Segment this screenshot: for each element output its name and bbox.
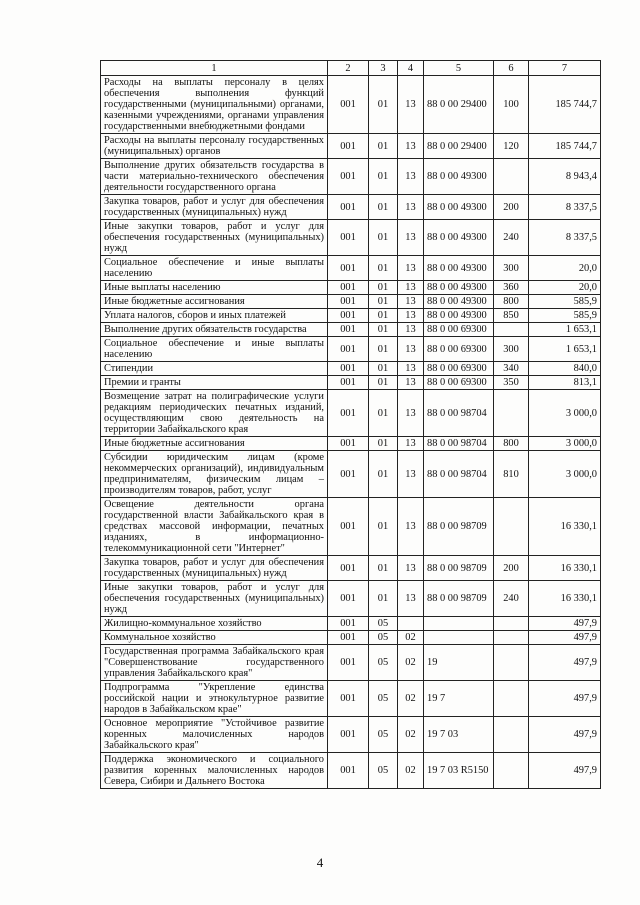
row-csr-cell: 88 0 00 49300 (424, 281, 494, 295)
row-pr-cell: 13 (398, 323, 424, 337)
row-csr-cell: 88 0 00 49300 (424, 159, 494, 195)
row-sum-cell: 497,9 (529, 717, 601, 753)
row-vr-cell (494, 717, 529, 753)
row-csr-cell: 88 0 00 98704 (424, 437, 494, 451)
header-cell-ved: 2 (328, 61, 369, 76)
table-row (101, 645, 601, 681)
row-csr-cell: 88 0 00 98709 (424, 556, 494, 581)
row-sum-cell: 16 330,1 (529, 498, 601, 556)
row-pr-cell: 13 (398, 376, 424, 390)
row-ved-cell: 001 (328, 498, 369, 556)
table-row (101, 220, 601, 256)
row-ved-cell: 001 (328, 717, 369, 753)
row-sum-cell: 16 330,1 (529, 581, 601, 617)
row-csr-cell: 88 0 00 98704 (424, 451, 494, 498)
row-name-cell: Закупка товаров, работ и услуг для обеспечения государственных (муниципальных) нужд (101, 195, 328, 220)
row-rz-cell: 01 (369, 451, 398, 498)
row-sum-cell: 585,9 (529, 309, 601, 323)
row-rz-cell: 01 (369, 376, 398, 390)
row-pr-cell: 13 (398, 220, 424, 256)
row-rz-cell: 01 (369, 581, 398, 617)
row-ved-cell: 001 (328, 337, 369, 362)
row-name-cell: Освещение деятельности органа государственной власти Забайкальского края в средствах массовой информации, печатных изданиях, в информационно-телекоммуникационной сети "Интернет" (101, 498, 328, 556)
row-pr-cell: 13 (398, 556, 424, 581)
table-row (101, 631, 601, 645)
row-rz-cell: 01 (369, 195, 398, 220)
row-name-cell: Иные закупки товаров, работ и услуг для обеспечения государственных (муниципальных) нужд (101, 581, 328, 617)
row-sum-cell: 497,9 (529, 617, 601, 631)
row-ved-cell: 001 (328, 256, 369, 281)
row-csr-cell: 88 0 00 29400 (424, 134, 494, 159)
row-csr-cell: 88 0 00 49300 (424, 256, 494, 281)
row-name-cell: Премии и гранты (101, 376, 328, 390)
row-name-cell: Основное мероприятие "Устойчивое развитие коренных малочисленных народов Забайкальского края" (101, 717, 328, 753)
row-sum-cell: 1 653,1 (529, 323, 601, 337)
row-name-cell: Иные бюджетные ассигнования (101, 437, 328, 451)
row-ved-cell: 001 (328, 390, 369, 437)
row-vr-cell: 340 (494, 362, 529, 376)
row-name-cell: Закупка товаров, работ и услуг для обеспечения государственных (муниципальных) нужд (101, 556, 328, 581)
row-csr-cell: 88 0 00 69300 (424, 376, 494, 390)
row-vr-cell: 200 (494, 556, 529, 581)
table-row (101, 376, 601, 390)
row-csr-cell (424, 617, 494, 631)
header-cell-rz: 3 (369, 61, 398, 76)
row-pr-cell: 02 (398, 681, 424, 717)
header-cell-pr: 4 (398, 61, 424, 76)
row-sum-cell: 185 744,7 (529, 76, 601, 134)
row-sum-cell: 185 744,7 (529, 134, 601, 159)
row-sum-cell: 8 337,5 (529, 220, 601, 256)
row-rz-cell: 01 (369, 256, 398, 281)
row-name-cell: Расходы на выплаты персоналу государственных (муниципальных) органов (101, 134, 328, 159)
table-row (101, 498, 601, 556)
table-row (101, 256, 601, 281)
row-sum-cell: 497,9 (529, 645, 601, 681)
row-sum-cell: 3 000,0 (529, 390, 601, 437)
row-vr-cell: 300 (494, 337, 529, 362)
row-csr-cell: 88 0 00 98709 (424, 498, 494, 556)
row-csr-cell: 88 0 00 49300 (424, 309, 494, 323)
row-vr-cell: 300 (494, 256, 529, 281)
row-name-cell: Иные бюджетные ассигнования (101, 295, 328, 309)
row-name-cell: Уплата налогов, сборов и иных платежей (101, 309, 328, 323)
table-row (101, 134, 601, 159)
row-ved-cell: 001 (328, 581, 369, 617)
row-csr-cell: 88 0 00 69300 (424, 337, 494, 362)
row-name-cell: Государственная программа Забайкальского края "Совершенствование государственного управления Забайкальского края" (101, 645, 328, 681)
row-rz-cell: 01 (369, 437, 398, 451)
row-vr-cell: 350 (494, 376, 529, 390)
row-rz-cell: 05 (369, 753, 398, 789)
row-name-cell: Жилищно-коммунальное хозяйство (101, 617, 328, 631)
row-pr-cell: 13 (398, 390, 424, 437)
table-header (101, 61, 601, 76)
budget-table (100, 60, 601, 789)
row-vr-cell: 800 (494, 295, 529, 309)
row-sum-cell: 20,0 (529, 256, 601, 281)
row-ved-cell: 001 (328, 195, 369, 220)
row-pr-cell: 13 (398, 437, 424, 451)
table-row (101, 581, 601, 617)
row-ved-cell: 001 (328, 362, 369, 376)
row-vr-cell: 240 (494, 220, 529, 256)
row-vr-cell (494, 681, 529, 717)
header-cell-name: 1 (101, 61, 328, 76)
row-rz-cell: 01 (369, 362, 398, 376)
table-row (101, 337, 601, 362)
table-row (101, 437, 601, 451)
table-row (101, 556, 601, 581)
row-pr-cell: 13 (398, 309, 424, 323)
table-row (101, 617, 601, 631)
row-rz-cell: 05 (369, 645, 398, 681)
row-ved-cell: 001 (328, 645, 369, 681)
row-ved-cell: 001 (328, 134, 369, 159)
row-rz-cell: 01 (369, 323, 398, 337)
row-pr-cell: 13 (398, 337, 424, 362)
row-rz-cell: 05 (369, 717, 398, 753)
row-vr-cell (494, 323, 529, 337)
row-ved-cell: 001 (328, 323, 369, 337)
row-pr-cell: 13 (398, 256, 424, 281)
row-ved-cell: 001 (328, 631, 369, 645)
row-ved-cell: 001 (328, 753, 369, 789)
row-name-cell: Расходы на выплаты персоналу в целях обеспечения выполнения функций государственными (муниципальными) органами, казенными учреждениями, органами управления государственными внебюджетными фондами (101, 76, 328, 134)
row-ved-cell: 001 (328, 309, 369, 323)
row-sum-cell: 3 000,0 (529, 437, 601, 451)
row-vr-cell (494, 631, 529, 645)
row-csr-cell: 19 7 (424, 681, 494, 717)
row-name-cell: Выполнение других обязательств государства (101, 323, 328, 337)
row-rz-cell: 01 (369, 134, 398, 159)
row-csr-cell: 19 (424, 645, 494, 681)
table-row (101, 159, 601, 195)
row-ved-cell: 001 (328, 437, 369, 451)
row-rz-cell: 01 (369, 337, 398, 362)
row-csr-cell (424, 631, 494, 645)
row-name-cell: Поддержка экономического и социального развития коренных малочисленных народов Севера, Сибири и Дальнего Востока (101, 753, 328, 789)
row-name-cell: Стипендии (101, 362, 328, 376)
table-row (101, 717, 601, 753)
row-rz-cell: 05 (369, 681, 398, 717)
table-row (101, 681, 601, 717)
row-name-cell: Социальное обеспечение и иные выплаты населению (101, 256, 328, 281)
row-name-cell: Иные выплаты населению (101, 281, 328, 295)
row-csr-cell: 88 0 00 49300 (424, 295, 494, 309)
table-row (101, 309, 601, 323)
row-pr-cell: 02 (398, 717, 424, 753)
row-vr-cell: 240 (494, 581, 529, 617)
table-body (101, 76, 601, 789)
row-csr-cell: 88 0 00 98709 (424, 581, 494, 617)
row-vr-cell: 360 (494, 281, 529, 295)
header-cell-csr: 5 (424, 61, 494, 76)
row-ved-cell: 001 (328, 159, 369, 195)
table-row (101, 295, 601, 309)
row-rz-cell: 05 (369, 631, 398, 645)
header-cell-vr: 6 (494, 61, 529, 76)
row-pr-cell (398, 617, 424, 631)
row-vr-cell (494, 390, 529, 437)
row-sum-cell: 1 653,1 (529, 337, 601, 362)
row-pr-cell: 13 (398, 362, 424, 376)
row-rz-cell: 01 (369, 498, 398, 556)
row-pr-cell: 13 (398, 451, 424, 498)
page-number: 4 (316, 855, 324, 870)
row-ved-cell: 001 (328, 451, 369, 498)
row-ved-cell: 001 (328, 220, 369, 256)
row-ved-cell: 001 (328, 295, 369, 309)
row-csr-cell: 88 0 00 69300 (424, 362, 494, 376)
table-row (101, 281, 601, 295)
row-pr-cell: 13 (398, 195, 424, 220)
row-rz-cell: 01 (369, 159, 398, 195)
row-sum-cell: 20,0 (529, 281, 601, 295)
row-rz-cell: 01 (369, 390, 398, 437)
row-sum-cell: 840,0 (529, 362, 601, 376)
row-pr-cell: 13 (398, 581, 424, 617)
row-sum-cell: 497,9 (529, 681, 601, 717)
row-csr-cell: 88 0 00 49300 (424, 195, 494, 220)
row-ved-cell: 001 (328, 681, 369, 717)
row-name-cell: Иные закупки товаров, работ и услуг для обеспечения государственных (муниципальных) нужд (101, 220, 328, 256)
row-vr-cell (494, 617, 529, 631)
row-vr-cell (494, 159, 529, 195)
table-row (101, 753, 601, 789)
table-row (101, 451, 601, 498)
row-pr-cell: 02 (398, 631, 424, 645)
row-sum-cell: 585,9 (529, 295, 601, 309)
row-rz-cell: 01 (369, 281, 398, 295)
row-name-cell: Коммунальное хозяйство (101, 631, 328, 645)
row-rz-cell: 01 (369, 220, 398, 256)
row-pr-cell: 02 (398, 753, 424, 789)
row-ved-cell: 001 (328, 76, 369, 134)
row-rz-cell: 01 (369, 295, 398, 309)
row-csr-cell: 88 0 00 29400 (424, 76, 494, 134)
row-vr-cell (494, 498, 529, 556)
table-row (101, 362, 601, 376)
row-name-cell: Выполнение других обязательств государства в части материально-технического обеспечения деятельности государственного органа (101, 159, 328, 195)
row-ved-cell: 001 (328, 617, 369, 631)
row-sum-cell: 3 000,0 (529, 451, 601, 498)
row-vr-cell: 800 (494, 437, 529, 451)
row-vr-cell (494, 645, 529, 681)
row-pr-cell: 13 (398, 281, 424, 295)
header-cell-sum: 7 (529, 61, 601, 76)
row-rz-cell: 01 (369, 76, 398, 134)
row-pr-cell: 13 (398, 134, 424, 159)
row-rz-cell: 01 (369, 556, 398, 581)
table-row (101, 323, 601, 337)
row-sum-cell: 497,9 (529, 753, 601, 789)
row-csr-cell: 88 0 00 69300 (424, 323, 494, 337)
row-name-cell: Возмещение затрат на полиграфические услуги редакциям периодических печатных изданий, осуществляющим свою деятельность на территории Забайкальского края (101, 390, 328, 437)
row-sum-cell: 813,1 (529, 376, 601, 390)
row-pr-cell: 13 (398, 295, 424, 309)
row-pr-cell: 02 (398, 645, 424, 681)
row-pr-cell: 13 (398, 76, 424, 134)
row-name-cell: Социальное обеспечение и иные выплаты населению (101, 337, 328, 362)
row-vr-cell: 810 (494, 451, 529, 498)
row-csr-cell: 19 7 03 R5150 (424, 753, 494, 789)
row-rz-cell: 01 (369, 309, 398, 323)
row-vr-cell (494, 753, 529, 789)
table-row (101, 195, 601, 220)
row-sum-cell: 16 330,1 (529, 556, 601, 581)
row-sum-cell: 8 337,5 (529, 195, 601, 220)
row-vr-cell: 200 (494, 195, 529, 220)
row-vr-cell: 120 (494, 134, 529, 159)
row-pr-cell: 13 (398, 159, 424, 195)
row-ved-cell: 001 (328, 281, 369, 295)
row-name-cell: Субсидии юридическим лицам (кроме некоммерческих организаций), индивидуальным предпринимателям, физическим лицам – производителям товаров, работ, услуг (101, 451, 328, 498)
row-ved-cell: 001 (328, 556, 369, 581)
table-row (101, 76, 601, 134)
row-csr-cell: 88 0 00 98704 (424, 390, 494, 437)
row-sum-cell: 497,9 (529, 631, 601, 645)
row-name-cell: Подпрограмма "Укрепление единства российской нации и этнокультурное развитие народов в Забайкальском крае" (101, 681, 328, 717)
row-rz-cell: 05 (369, 617, 398, 631)
table-row (101, 390, 601, 437)
row-csr-cell: 19 7 03 (424, 717, 494, 753)
row-pr-cell: 13 (398, 498, 424, 556)
row-vr-cell: 100 (494, 76, 529, 134)
row-vr-cell: 850 (494, 309, 529, 323)
row-csr-cell: 88 0 00 49300 (424, 220, 494, 256)
row-ved-cell: 001 (328, 376, 369, 390)
header-row (101, 61, 601, 76)
row-sum-cell: 8 943,4 (529, 159, 601, 195)
